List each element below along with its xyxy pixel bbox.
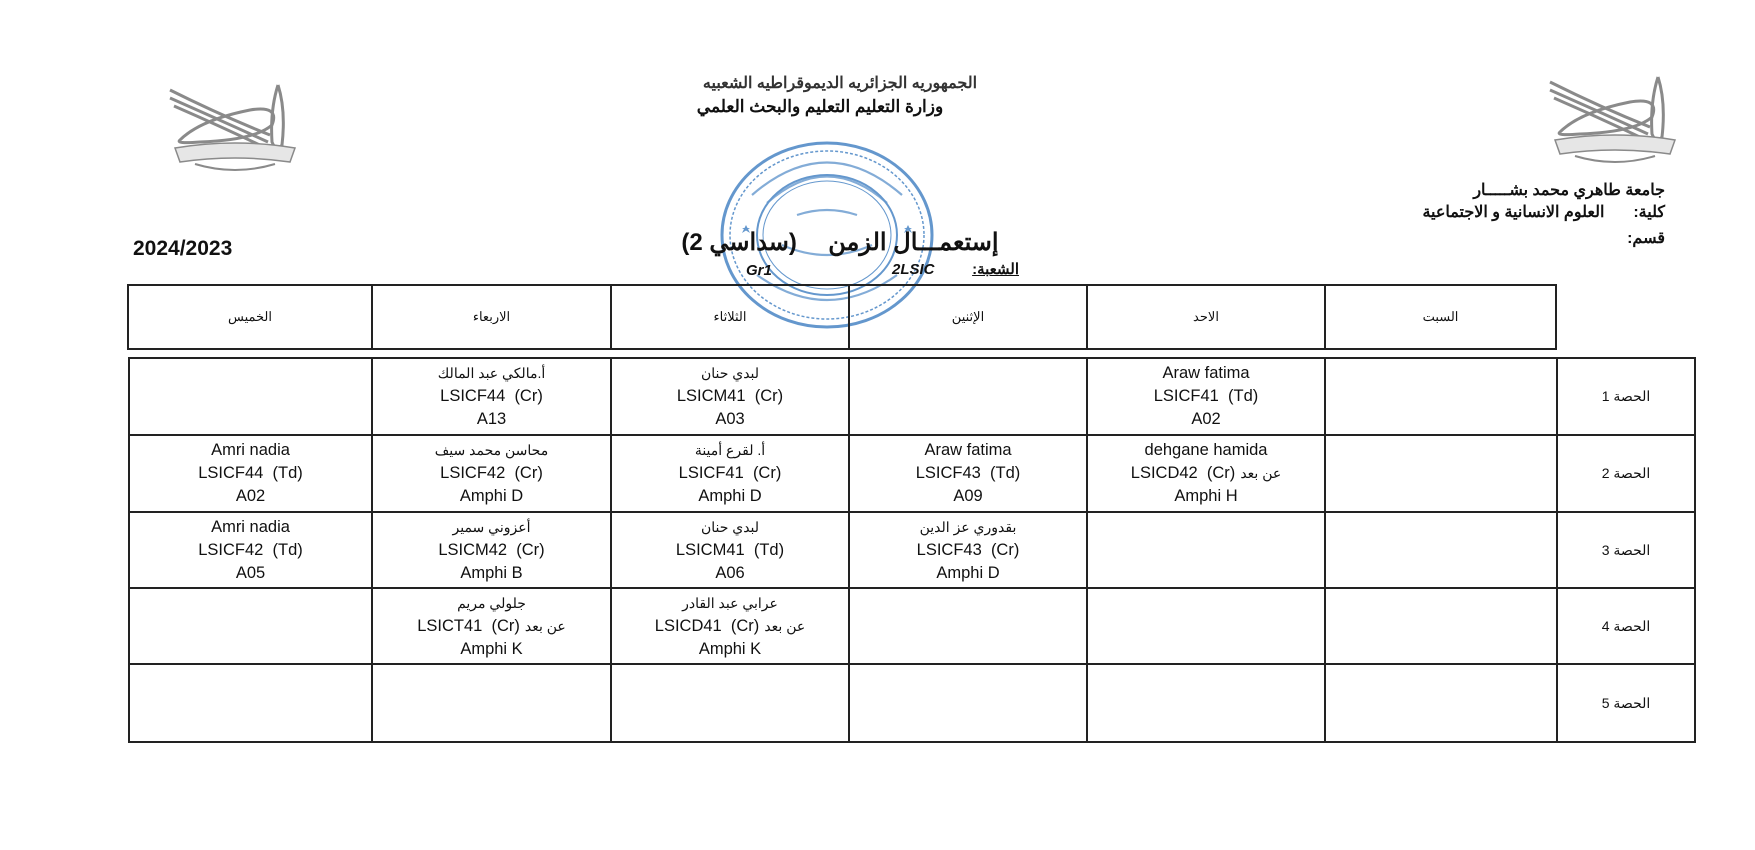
day-label: السبت xyxy=(1422,309,1459,324)
session-cell xyxy=(849,588,1087,664)
course-line xyxy=(612,385,848,408)
course-code: LSICF43 (Td) xyxy=(915,464,1021,482)
course-line xyxy=(612,615,848,638)
period-row xyxy=(129,435,1695,512)
university-logo-right xyxy=(1540,72,1690,167)
semester-text: (سداسي 2) xyxy=(681,229,797,256)
faculty-label: كلية: xyxy=(1633,204,1665,221)
room-label: Amphi D xyxy=(459,487,524,505)
session-cell xyxy=(611,512,849,588)
title-text: إستعمـــال الزمن xyxy=(828,229,999,256)
period-label xyxy=(1557,435,1695,512)
course-line xyxy=(612,539,848,562)
room-label: Amphi K xyxy=(460,639,523,658)
day-label: الاربعاء xyxy=(472,309,511,324)
day-label: الخميس xyxy=(228,309,272,324)
session-cell xyxy=(1325,358,1557,435)
period-row xyxy=(129,358,1695,435)
day-header xyxy=(1087,285,1325,349)
course-code: LSICF44 (Td) xyxy=(198,464,303,482)
session-cell xyxy=(1087,588,1325,664)
room-label: A06 xyxy=(715,563,745,582)
session-cell xyxy=(849,664,1087,742)
branch-label: الشعبة: xyxy=(972,261,1019,278)
days-header-table xyxy=(127,284,1557,350)
university-logo-left xyxy=(160,80,310,175)
period-text: الحصة 2 xyxy=(1601,465,1651,481)
schedule-grid xyxy=(128,357,1696,743)
session-cell xyxy=(611,358,849,435)
day-header xyxy=(128,285,372,349)
session-cell xyxy=(372,358,611,435)
course-code: LSICF41 (Td) xyxy=(1153,387,1259,405)
session-cell xyxy=(611,435,849,512)
session-cell xyxy=(1087,512,1325,588)
remote-badge: عن بعد xyxy=(764,617,806,634)
academic-year: 2024/2023 xyxy=(133,237,233,260)
course-line xyxy=(612,462,848,485)
teacher-name: أ. لقرع أمينة xyxy=(694,442,766,458)
remote-badge: عن بعد xyxy=(524,617,566,634)
remote-badge: عن بعد xyxy=(1240,465,1282,481)
session-cell xyxy=(1325,664,1557,742)
period-text: الحصة 5 xyxy=(1601,694,1651,711)
room-label: A02 xyxy=(1191,410,1221,428)
branch-value: 2LSIC xyxy=(892,261,935,278)
session-cell xyxy=(1087,664,1325,742)
course-line xyxy=(1088,385,1324,408)
course-line xyxy=(850,462,1086,485)
course-code: LSICF41 (Cr) xyxy=(678,464,782,482)
session-cell xyxy=(372,512,611,588)
session-cell xyxy=(849,435,1087,512)
course-code: LSICF43 (Cr) xyxy=(916,540,1020,559)
course-code: LSICM42 (Cr) xyxy=(438,540,545,559)
session-cell xyxy=(1087,435,1325,512)
course-line xyxy=(850,539,1086,562)
teacher-name: محاسن محمد سيف xyxy=(434,442,549,458)
session-cell xyxy=(1087,358,1325,435)
session-cell xyxy=(129,588,372,664)
room-label: Amphi K xyxy=(698,639,762,658)
period-row xyxy=(129,664,1695,742)
session-cell xyxy=(372,664,611,742)
session-cell xyxy=(611,588,849,664)
period-text: الحصة 1 xyxy=(1601,388,1651,404)
teacher-name: لبدي حنان xyxy=(700,365,760,381)
session-cell xyxy=(372,435,611,512)
period-text: الحصة 4 xyxy=(1601,617,1651,634)
teacher-name: بقدوري عز الدين xyxy=(919,518,1017,535)
session-cell xyxy=(1325,512,1557,588)
course-line xyxy=(130,462,371,485)
teacher-name: Araw fatima xyxy=(924,441,1012,459)
course-code: LSICM41 (Td) xyxy=(675,540,785,559)
course-code: LSICD42 (Cr) xyxy=(1130,464,1236,482)
university-name: جامعة طاهري محمد بشـــــار xyxy=(1473,182,1665,199)
room-label: Amphi H xyxy=(1174,487,1238,505)
course-code: LSICF44 (Cr) xyxy=(440,387,543,405)
day-label: الاحد xyxy=(1193,309,1219,324)
group-label: Gr1 xyxy=(746,262,772,279)
session-cell xyxy=(372,588,611,664)
session-cell xyxy=(129,512,372,588)
department-label: قسم: xyxy=(1627,230,1665,247)
day-label: الثلاثاء xyxy=(713,309,747,324)
course-code: LSICF42 (Td) xyxy=(198,540,303,559)
day-label: الإثنين xyxy=(951,309,985,324)
teacher-name: عرابي عبد القادر xyxy=(682,594,778,611)
session-cell xyxy=(849,512,1087,588)
course-line xyxy=(373,385,610,408)
teacher-name: Amri nadia xyxy=(211,517,290,536)
session-cell xyxy=(129,435,372,512)
room-label: A05 xyxy=(235,563,266,582)
teacher-name: Amri nadia xyxy=(211,441,290,459)
period-label xyxy=(1557,664,1695,742)
period-row xyxy=(129,588,1695,664)
session-cell xyxy=(129,664,372,742)
session-cell xyxy=(1325,588,1557,664)
teacher-name: Araw fatima xyxy=(1162,364,1250,382)
teacher-name: لبدي حنان xyxy=(700,518,760,535)
course-line xyxy=(373,462,610,485)
period-label xyxy=(1557,588,1695,664)
session-cell xyxy=(129,358,372,435)
course-line xyxy=(373,539,610,562)
day-header xyxy=(611,285,849,349)
course-line xyxy=(130,539,371,562)
days-row xyxy=(128,285,1556,349)
course-code: LSICT41 (Cr) xyxy=(417,616,520,635)
teacher-name: أ.مالكي عبد المالك xyxy=(437,365,546,381)
period-label xyxy=(1557,358,1695,435)
room-label: Amphi D xyxy=(698,487,762,505)
day-header xyxy=(1325,285,1556,349)
schedule-title xyxy=(680,228,1000,257)
room-label: Amphi D xyxy=(936,563,1000,582)
room-label: A13 xyxy=(476,410,507,428)
room-label: A02 xyxy=(235,487,266,505)
course-line xyxy=(373,615,610,638)
period-label xyxy=(1557,512,1695,588)
room-label: Amphi B xyxy=(460,563,523,582)
faculty-line xyxy=(1422,202,1665,222)
session-cell xyxy=(611,664,849,742)
course-code: LSICD41 (Cr) xyxy=(654,616,760,635)
course-code: LSICF42 (Cr) xyxy=(440,464,543,482)
faculty-value: العلوم الانسانية و الاجتماعية xyxy=(1422,204,1605,221)
day-header xyxy=(372,285,611,349)
session-cell xyxy=(849,358,1087,435)
teacher-name: أعزوني سمير xyxy=(452,518,531,535)
session-cell xyxy=(1325,435,1557,512)
teacher-name: جلولي مريم xyxy=(457,594,526,611)
period-text: الحصة 3 xyxy=(1601,541,1651,558)
room-label: A09 xyxy=(953,487,983,505)
republic-line: الجمهوريه الجزائريه الديموقراطيه الشعبيه xyxy=(702,75,978,92)
period-row xyxy=(129,512,1695,588)
course-code: LSICM41 (Cr) xyxy=(676,387,784,405)
teacher-name: dehgane hamida xyxy=(1144,441,1268,459)
room-label: A03 xyxy=(715,410,745,428)
ministry-line: وزارة التعليم التعليم والبحث العلمي xyxy=(696,97,944,116)
day-header xyxy=(849,285,1087,349)
course-line xyxy=(1088,462,1324,485)
